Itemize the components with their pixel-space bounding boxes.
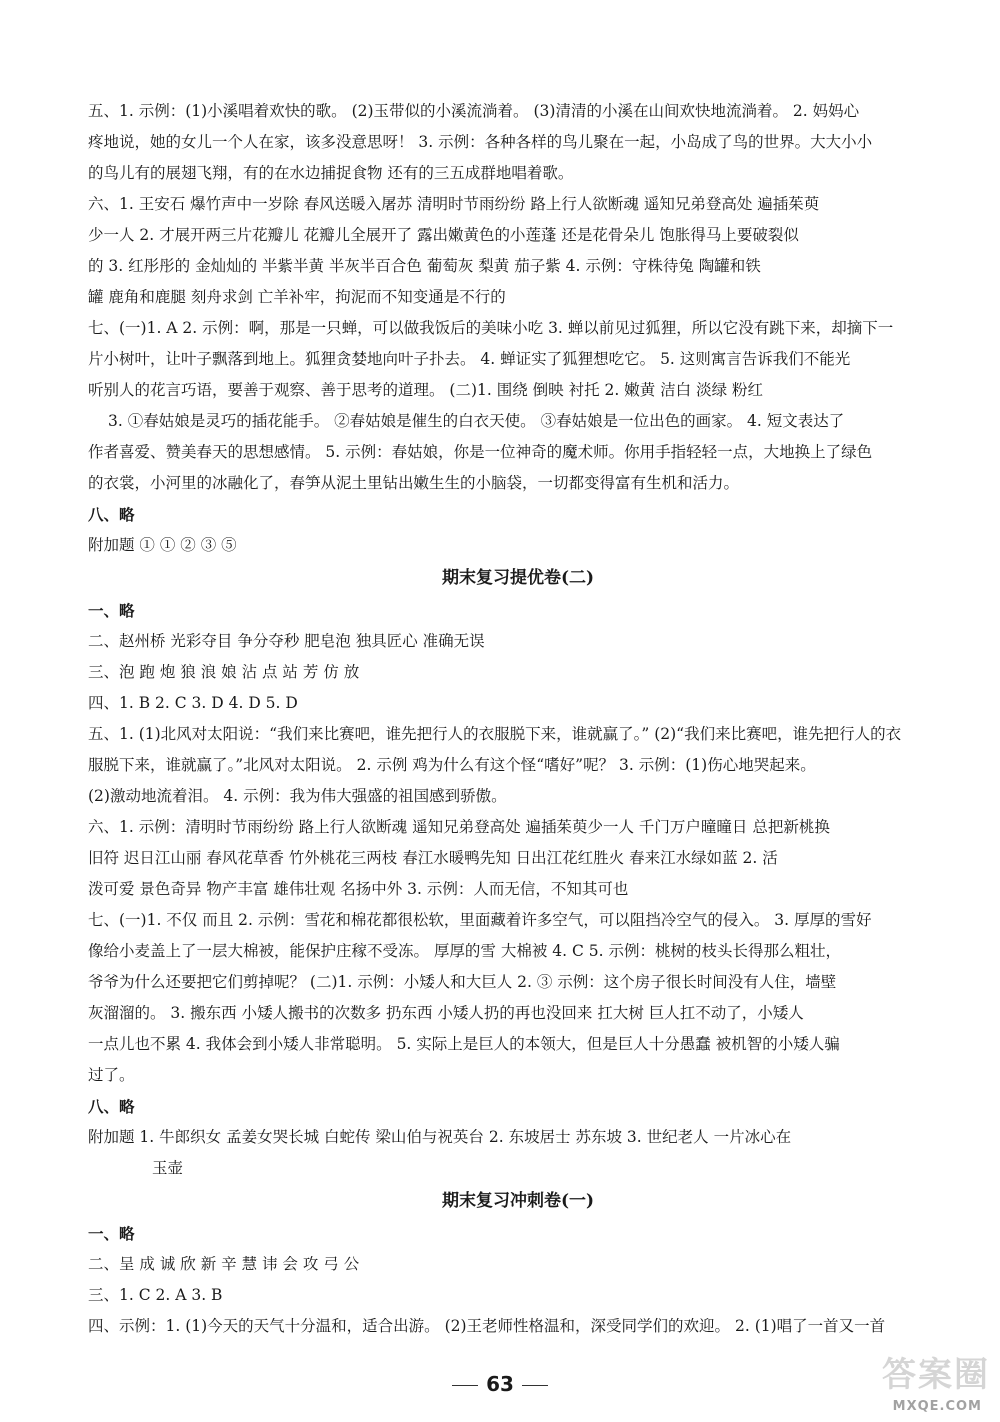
page-number: 63 (486, 1372, 514, 1396)
answer-line: 五、1. 示例：(1)小溪唱着欢快的歌。 (2)玉带似的小溪流淌着。 (3)清清的小溪在山间欢快地流淌着。 2. 妈妈心 (88, 102, 860, 120)
answer-line: 过了。 (88, 1066, 135, 1084)
answer-line: 一点儿也不累 4. 我体会到小矮人非常聪明。 5. 实际上是巨人的本领大，但是巨人十分愚蠢 被机智的小矮人骗 (88, 1035, 840, 1053)
page-footer (0, 1372, 1000, 1396)
answer-line: 四、示例：1. (1)今天的天气十分温和，适合出游。 (2)王老师性格温和，深受同学们的欢迎。 2. (1)唱了一首又一首 (88, 1317, 886, 1335)
answer-line: 片小树叶，让叶子飘落到地上。狐狸贪婪地向叶子扑去。 4. 蝉证实了狐狸想吃它。 5. 这则寓言告诉我们不能光 (88, 350, 851, 368)
answer-line: 灰溜溜的。 3. 搬东西 小矮人搬书的次数多 扔东西 小矮人扔的再也没回来 扛大树 巨人扛不动了，小矮人 (88, 1004, 804, 1022)
answer-line: 少一人 2. 才展开两三片花瓣儿 花瓣儿全展开了 露出嫩黄色的小莲蓬 还是花骨朵儿 饱胀得马上要破裂似 (88, 226, 799, 244)
section-title: 期末复习提优卷(二) (441, 568, 595, 588)
answer-line: 的鸟儿有的展翅飞翔，有的在水边捕捉食物 还有的三五成群地唱着歌。 (88, 164, 574, 182)
answer-line: 七、(一)1. A 2. 示例：啊，那是一只蝉，可以做我饭后的美味小吃 3. 蝉以前见过狐狸，所以它没有跳下来，却摘下一 (88, 319, 894, 337)
answer-line: 一、略 (88, 1224, 135, 1243)
answer-line: 泼可爱 景色奇异 物产丰富 雄伟壮观 名扬中外 3. 示例：人而无信，不知其可也 (88, 880, 629, 898)
answer-line: 五、1. (1)北风对太阳说：“我们来比赛吧，谁先把行人的衣服脱下来，谁就赢了。” (2)“我们来比赛吧，谁先把行人的衣 (88, 725, 902, 743)
footer-dash-left (452, 1385, 478, 1386)
answer-line: 六、1. 王安石 爆竹声中一岁除 春风送暖入屠苏 清明时节雨纷纷 路上行人欲断魂 遥知兄弟登高处 遍插茱萸 (88, 195, 820, 213)
answer-line: 附加题 ① ① ② ③ ⑤ (88, 536, 237, 554)
watermark-brand: 答案圈 (882, 1355, 990, 1395)
answer-page (88, 96, 948, 1342)
answer-line: 四、1. B 2. C 3. D 4. D 5. D (88, 694, 298, 712)
answer-line: 疼地说，她的女儿一个人在家，该多没意思呀！ 3. 示例：各种各样的鸟儿聚在一起，小岛成了鸟的世界。大大小小 (88, 133, 873, 151)
answer-line: (2)激动地流着泪。 4. 示例：我为伟大强盛的祖国感到骄傲。 (88, 787, 507, 805)
answer-line: 玉壶 (152, 1159, 184, 1177)
answer-line: 像给小麦盖上了一层大棉被，能保护庄稼不受冻。 厚厚的雪 大棉被 4. C 5. 示例：桃树的枝头长得那么粗壮， (88, 942, 842, 960)
footer-dash-right (522, 1385, 548, 1386)
answer-line: 三、1. C 2. A 3. B (88, 1286, 223, 1304)
answer-line: 三、泡 跑 炮 狼 浪 娘 沾 点 站 芳 仿 放 (88, 663, 360, 681)
section-continued-answers (88, 96, 948, 561)
answer-line: 罐 鹿角和鹿腿 刻舟求剑 亡羊补牢，拘泥而不知变通是不行的 (88, 288, 506, 306)
answer-line: 爷爷为什么还要把它们剪掉呢？ (二)1. 示例：小矮人和大巨人 2. ③ 示例：这个房子很长时间没有人住，墙壁 (88, 973, 837, 991)
section-answers-2 (88, 595, 948, 1184)
answer-line: 的衣裳，小河里的冰融化了，春笋从泥土里钻出嫩生生的小脑袋，一切都变得富有生机和活力。 (88, 474, 740, 492)
watermark-url: MXQE.COM (892, 1399, 982, 1414)
answer-line: 六、1. 示例：清明时节雨纷纷 路上行人欲断魂 遥知兄弟登高处 遍插茱萸少一人 千门万户曈曈日 总把新桃换 (88, 818, 830, 836)
answer-line: 服脱下来，谁就赢了。”北风对太阳说。 2. 示例 鸡为什么有这个怪“嗜好”呢？ 3. 示例：(1)伤心地哭起来。 (88, 756, 816, 774)
answer-line: 二、赵州桥 光彩夺目 争分夺秒 肥皂泡 独具匠心 准确无误 (88, 632, 485, 650)
answer-line: 七、(一)1. 不仅 而且 2. 示例：雪花和棉花都很松软，里面藏着许多空气，可以阻挡冷空气的侵入。 3. 厚厚的雪好 (88, 911, 872, 929)
answer-line: 旧符 迟日江山丽 春风花草香 竹外桃花三两枝 春江水暖鸭先知 日出江花红胜火 春来江水绿如蓝 2. 活 (88, 849, 778, 867)
answer-line: 八、略 (88, 505, 135, 524)
answer-line: 作者喜爱、赞美春天的思想感情。 5. 示例：春姑娘，你是一位神奇的魔术师。你用手指轻轻一点，大地换上了绿色 (88, 443, 873, 461)
answer-line: 附加题 1. 牛郎织女 孟姜女哭长城 白蛇传 梁山伯与祝英台 2. 东坡居士 苏东坡 3. 世纪老人 一片冰心在 (88, 1128, 792, 1146)
answer-line: 听别人的花言巧语，要善于观察、善于思考的道理。 (二)1. 围绕 倒映 衬托 2. 嫩黄 洁白 淡绿 粉红 (88, 381, 764, 399)
section-answers-3 (88, 1218, 948, 1342)
answer-line: 二、呈 成 诚 欣 新 辛 慧 讳 会 攻 弓 公 (88, 1255, 360, 1273)
section-title: 期末复习冲刺卷(一) (441, 1191, 595, 1211)
answer-line: 一、略 (88, 601, 135, 620)
answer-line: 的 3. 红彤彤的 金灿灿的 半紫半黄 半灰半百合色 葡萄灰 梨黄 茄子紫 4. 示例：守株待兔 陶罐和铁 (88, 257, 761, 275)
answer-line: 3. ①春姑娘是灵巧的插花能手。 ②春姑娘是催生的白衣天使。 ③春姑娘是一位出色的画家。 4. 短文表达了 (108, 412, 845, 430)
answer-line: 八、略 (88, 1097, 135, 1116)
